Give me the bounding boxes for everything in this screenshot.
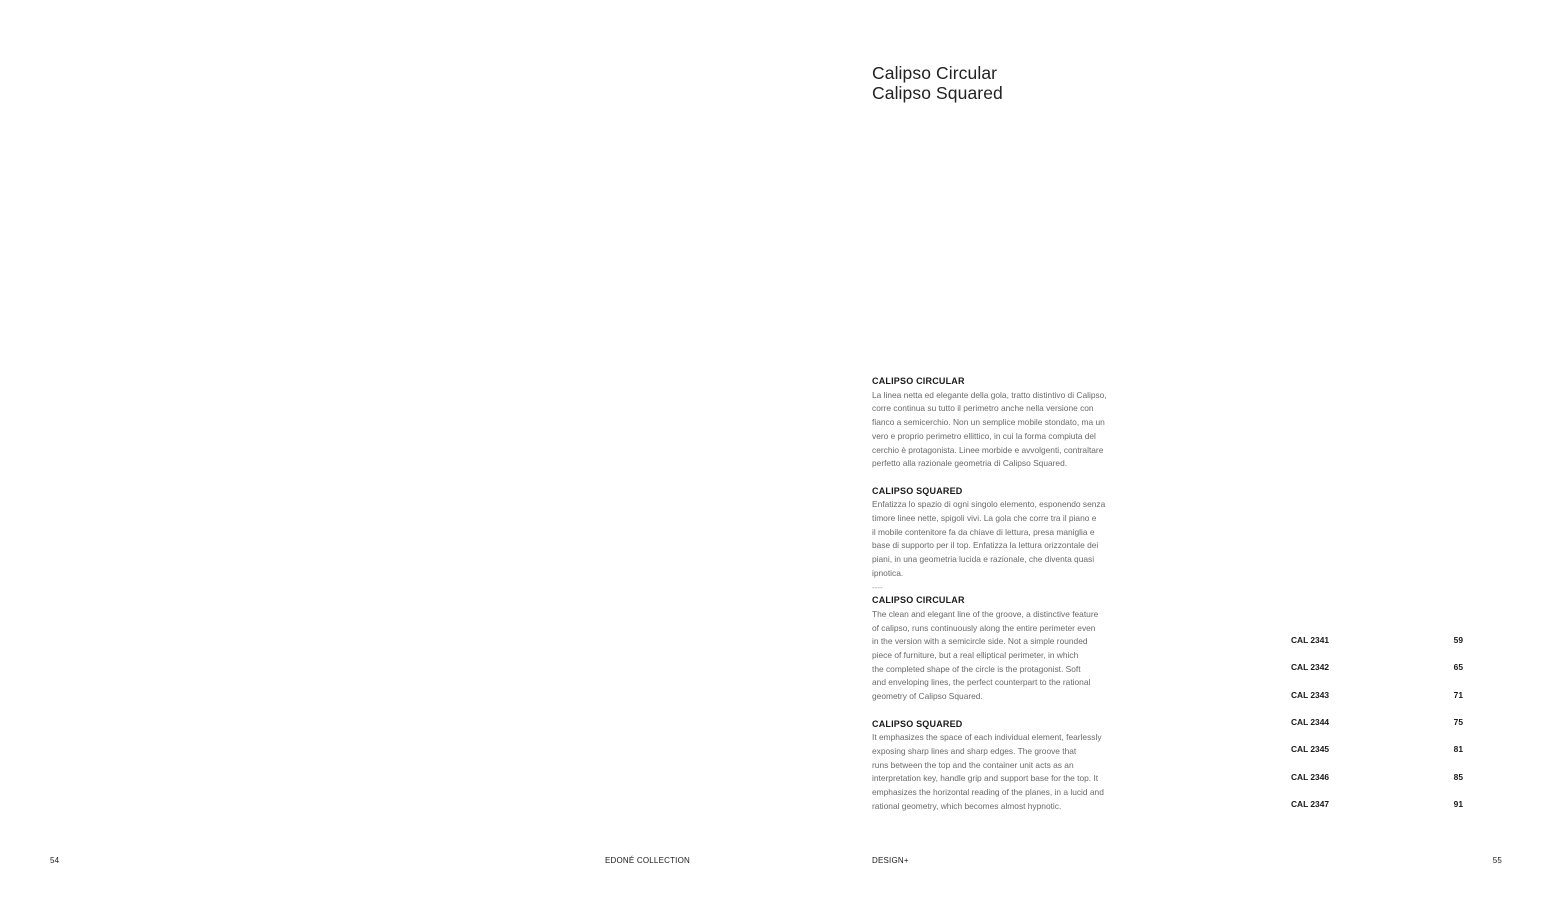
- code-page-ref: 91: [1453, 799, 1463, 810]
- product-code: CAL 2346: [1291, 771, 1330, 782]
- product-code: CAL 2344: [1291, 717, 1330, 728]
- code-page-ref: 71: [1453, 689, 1463, 700]
- en-circular-heading: CALIPSO CIRCULAR: [872, 595, 965, 606]
- product-code: CAL 2341: [1291, 635, 1330, 645]
- right-page-number: 55: [1492, 856, 1502, 865]
- body-line: in the version with a semicircle side. Not a simple rounded: [872, 636, 1088, 647]
- code-row: [1291, 634, 1471, 661]
- code-row: [1291, 743, 1471, 770]
- product-code-index: [1291, 634, 1471, 825]
- it-circular-heading: CALIPSO CIRCULAR: [872, 376, 965, 386]
- brand-label: DESIGN+: [872, 856, 909, 865]
- code-row: [1291, 689, 1471, 716]
- paragraph-gap: [872, 704, 1142, 718]
- en-squared-heading: CALIPSO SQUARED: [872, 718, 963, 729]
- body-line: interpretation key, handle grip and support base for the top. It: [872, 773, 1099, 784]
- code-page-ref: 81: [1453, 744, 1463, 755]
- it-squared-heading: CALIPSO SQUARED: [872, 485, 963, 496]
- code-page-ref: 59: [1453, 635, 1463, 645]
- right-page: [775, 0, 1550, 904]
- body-line: corre continua su tutto il perimetro anche nella versione con: [872, 403, 1094, 414]
- body-line: Enfatizza lo spazio di ogni singolo elemento, esponendo senza: [872, 499, 1106, 510]
- body-line: The clean and elegant line of the groove, a distinctive feature: [872, 608, 1099, 619]
- body-line: piani, in una geometria lucida e razionale, che diventa quasi: [872, 554, 1095, 565]
- body-line: perfetto alla razionale geometria di Calipso Squared.: [872, 458, 1068, 469]
- body-line: piece of furniture, but a real elliptical perimeter, in which: [872, 650, 1079, 661]
- body-line: of calipso, runs continuously along the entire perimeter even: [872, 622, 1096, 633]
- body-line: fianco a semicerchio. Non un semplice mobile stondato, ma un: [872, 417, 1105, 428]
- code-page-ref: 75: [1453, 717, 1463, 728]
- body-line: geometry of Calipso Squared.: [872, 691, 983, 702]
- body-line: runs between the top and the container unit acts as an: [872, 759, 1074, 770]
- it-circular-body: [872, 389, 1142, 471]
- body-line: base di supporto per il top. Enfatizza la lettura orizzontale dei: [872, 540, 1099, 551]
- collection-label: EDONÉ COLLECTION: [605, 856, 690, 865]
- body-line: emphasizes the horizontal reading of the planes, in a lucid and: [872, 787, 1104, 798]
- product-code: CAL 2342: [1291, 662, 1330, 673]
- language-separator: ----: [872, 582, 883, 592]
- body-line: exposing sharp lines and sharp edges. The groove that: [872, 745, 1077, 756]
- body-line: and enveloping lines, the perfect counterpart to the rational: [872, 677, 1091, 688]
- body-line: La linea netta ed elegante della gola, tratto distintivo di Calipso,: [872, 389, 1107, 400]
- code-row: [1291, 798, 1471, 825]
- body-line: It emphasizes the space of each individual element, fearlessly: [872, 732, 1102, 743]
- code-row: [1291, 716, 1471, 743]
- en-squared-body: [872, 731, 1142, 813]
- page-title: [872, 64, 1003, 103]
- body-line: cerchio è protagonista. Linee morbide e avvolgenti, contraltare: [872, 444, 1104, 455]
- code-page-ref: 65: [1453, 662, 1463, 673]
- body-line: il mobile contenitore fa da chiave di lettura, presa maniglia e: [872, 526, 1095, 537]
- body-line: rational geometry, which becomes almost hypnotic.: [872, 800, 1062, 811]
- en-circular-body: [872, 608, 1142, 704]
- body-line: vero e proprio perimetro ellittico, in cui la forma compiuta del: [872, 430, 1096, 441]
- product-code: CAL 2343: [1291, 689, 1330, 700]
- code-page-ref: 85: [1453, 771, 1463, 782]
- code-row: [1291, 771, 1471, 798]
- code-row: [1291, 661, 1471, 688]
- product-code: CAL 2347: [1291, 799, 1330, 810]
- body-line: the completed shape of the circle is the protagonist. Soft: [872, 663, 1081, 674]
- title-line-circular: Calipso Circular: [872, 63, 998, 83]
- description-column: [872, 375, 1142, 813]
- product-code: CAL 2345: [1291, 744, 1330, 755]
- it-squared-body: [872, 498, 1142, 580]
- body-line: timore linee nette, spigoli vivi. La gola che corre tra il piano e: [872, 513, 1097, 524]
- paragraph-gap: [872, 471, 1142, 485]
- title-line-squared: Calipso Squared: [872, 82, 1003, 103]
- body-line: ipnotica.: [872, 567, 904, 578]
- left-page-number: 54: [50, 856, 60, 865]
